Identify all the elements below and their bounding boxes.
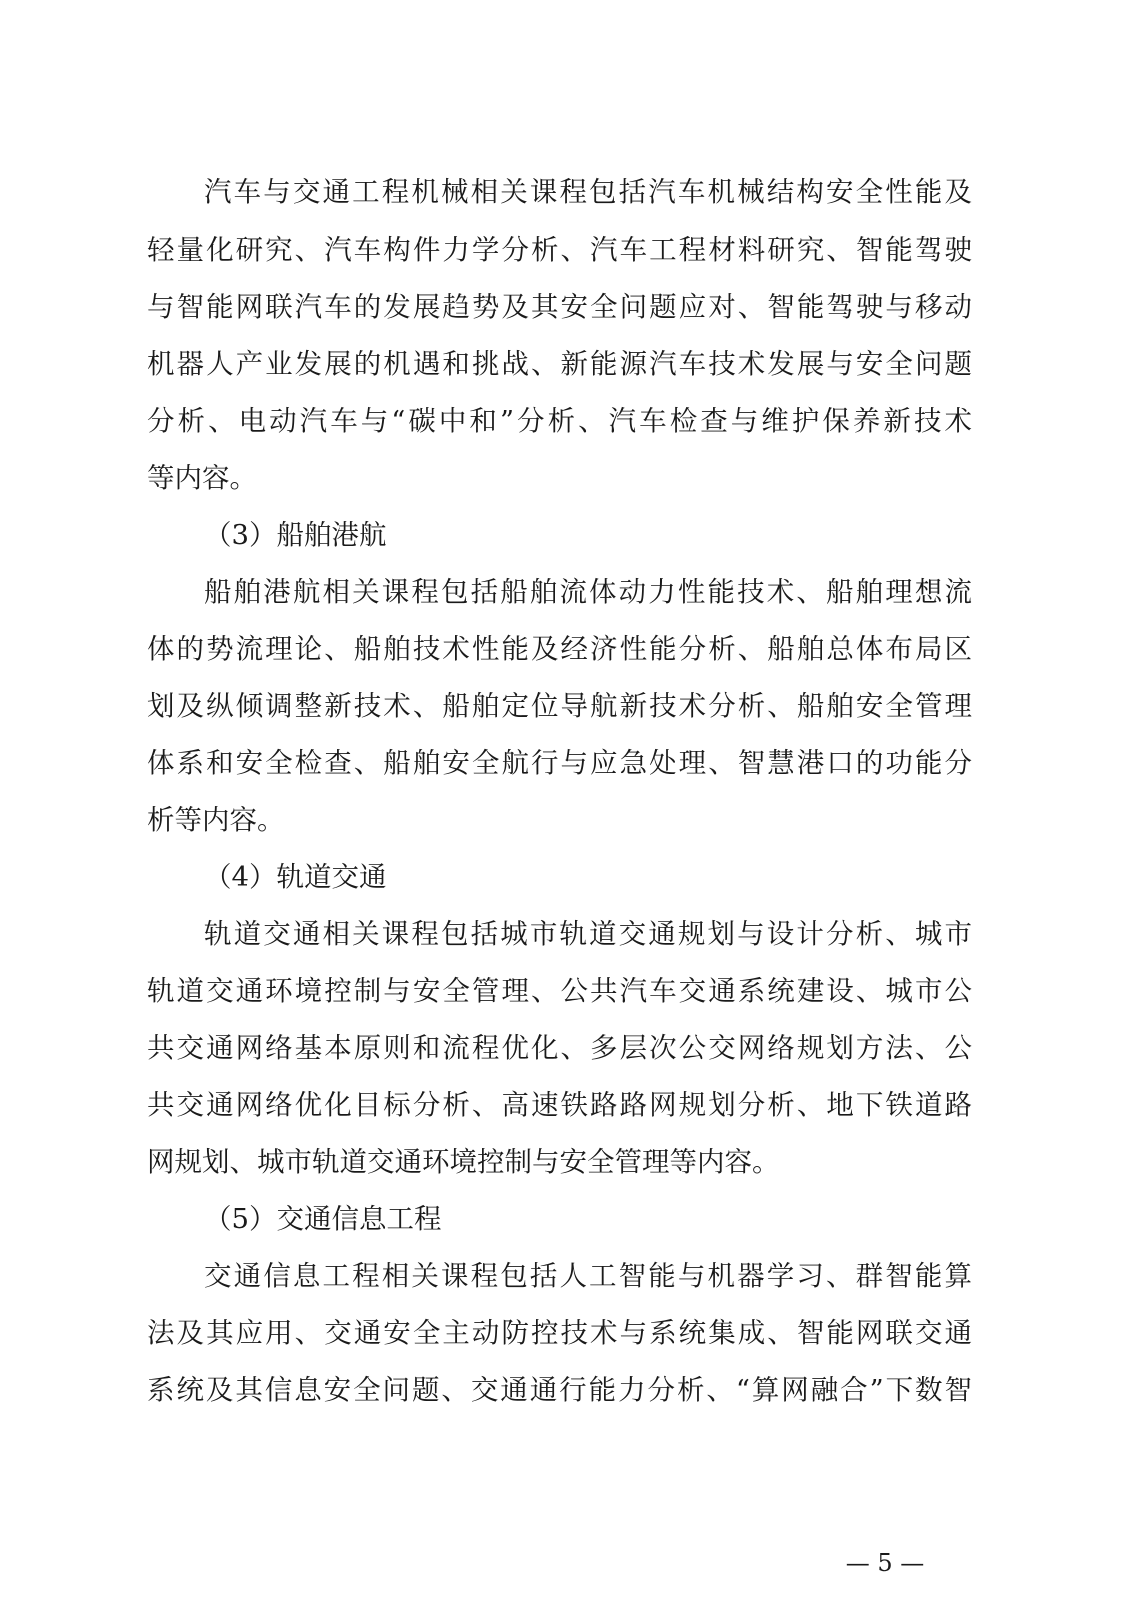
paragraph-ship-line-5: 析等内容。 <box>147 804 285 836</box>
paragraph-ship-line-3: 划及纵倾调整新技术、船舶定位导航新技术分析、船舶安全管理 <box>147 690 972 722</box>
paragraph-ship-line-2: 体的势流理论、船舶技术性能及经济性能分析、船舶总体布局区 <box>147 633 972 665</box>
paragraph-rail-line-5: 网规划、城市轨道交通环境控制与安全管理等内容。 <box>147 1146 780 1178</box>
paragraph-automotive-line-6: 等内容。 <box>147 462 257 494</box>
paragraph-rail-line-1: 轨道交通相关课程包括城市轨道交通规划与设计分析、城市 <box>204 918 972 950</box>
paragraph-rail-line-2: 轨道交通环境控制与安全管理、公共汽车交通系统建设、城市公 <box>147 975 972 1007</box>
section-heading-traffic-info: （5）交通信息工程 <box>204 1203 442 1235</box>
paragraph-rail-line-3: 共交通网络基本原则和流程优化、多层次公交网络规划方法、公 <box>147 1032 972 1064</box>
paragraph-ship-line-4: 体系和安全检查、船舶安全航行与应急处理、智慧港口的功能分 <box>147 747 972 779</box>
page-number: — 5 — <box>845 1549 925 1577</box>
section-heading-rail-transit: （4）轨道交通 <box>204 861 387 893</box>
section-heading-ship-port: （3）船舶港航 <box>204 519 387 551</box>
paragraph-automotive-line-5: 分析、电动汽车与“碳中和”分析、汽车检查与维护保养新技术 <box>147 405 972 437</box>
paragraph-info-line-3: 系统及其信息安全问题、交通通行能力分析、“算网融合”下数智 <box>147 1374 972 1406</box>
paragraph-automotive-line-4: 机器人产业发展的机遇和挑战、新能源汽车技术发展与安全问题 <box>147 348 972 380</box>
paragraph-info-line-2: 法及其应用、交通安全主动防控技术与系统集成、智能网联交通 <box>147 1317 972 1349</box>
paragraph-info-line-1: 交通信息工程相关课程包括人工智能与机器学习、群智能算 <box>204 1260 972 1292</box>
paragraph-automotive-line-1: 汽车与交通工程机械相关课程包括汽车机械结构安全性能及 <box>204 176 972 208</box>
paragraph-ship-line-1: 船舶港航相关课程包括船舶流体动力性能技术、船舶理想流 <box>204 576 972 608</box>
paragraph-automotive-line-2: 轻量化研究、汽车构件力学分析、汽车工程材料研究、智能驾驶 <box>147 234 972 266</box>
paragraph-automotive-line-3: 与智能网联汽车的发展趋势及其安全问题应对、智能驾驶与移动 <box>147 291 972 323</box>
paragraph-rail-line-4: 共交通网络优化目标分析、高速铁路路网规划分析、地下铁道路 <box>147 1089 972 1121</box>
